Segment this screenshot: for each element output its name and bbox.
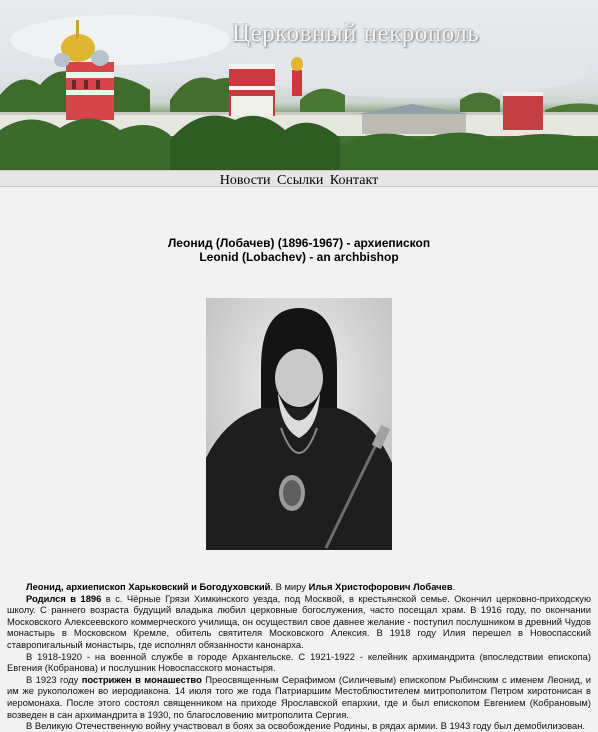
military-text: В 1918-1920 - на военной службе в городе Архангельске. С 1921-1922 - келейник архимандрита (впоследствии епископа) Евгения (Кобранова) и послушник Новоспасского монастыря. <box>7 650 591 674</box>
tonsure-bold: пострижен в монашество <box>81 673 202 685</box>
nav-link-contact[interactable]: Контакт <box>329 173 379 188</box>
header-banner <box>0 0 598 170</box>
portrait-photo <box>206 298 392 550</box>
site-title: Церковный некрополь <box>232 20 480 47</box>
lay-name: Илья Христофорович Лобачев <box>308 581 453 592</box>
nav-link-news[interactable]: Новости <box>219 173 271 188</box>
paragraph-intro <box>7 581 591 593</box>
tonsure-text: Преосвященным Серафимом (Силичевым) епископом Рыбинским с именем Леонид, и им же рукоположен во иеродиакона. 14 июля того же года Патриаршим Местоблюстителем митрополитом Петром хиротонисан в иеромонаха. После этого состоял священником на приходе Ярославской епархии, где и был епископом Евгением (Кобрановым) возведен в сан архимандрита в 1930, по благословению митрополита Сергия. <box>7 673 591 720</box>
birth-heading: Родился в 1896 <box>26 592 102 604</box>
intro-text: . В миру <box>270 581 309 592</box>
nav-link-links[interactable]: Ссылки <box>277 173 324 188</box>
birth-text: в с. Чёрные Грязи Химкинского уезда, под Москвой, в крестьянской семье. Окончил церковно-приходскую школу. С раннего возраста будущий владыка любил церковные богослужения, часто посещал храм. В 1916 году, по окончании Московского Алексеевского коммерческого училища, он осуществил свое давнее желание - поступил послушником в древний Чудов монастырь в Московском Кремле, обитель святителя Московского Алексия. В 1918 году Илия перешел в Новоспасский ставропигальный монастырь, где исполнял обязанности канонарха. <box>7 592 591 650</box>
tonsure-lead: В 1923 году <box>26 673 82 685</box>
page-title-en: Leonid (Lobachev) - an archbishop <box>199 250 399 264</box>
bishop-title: Леонид, архиепископ Харьковский и Богодуховский <box>26 581 271 592</box>
paragraph-military <box>7 651 591 674</box>
war-text: В Великую Отечественную войну участвовал в боях за освобождение Родины, в рядах армии. В 1943 году был демобилизован. <box>26 720 586 732</box>
biography-text <box>7 581 591 732</box>
page-title-ru: Леонид (Лобачев) (1896-1967) - архиепископ <box>167 236 431 250</box>
paragraph-tonsure <box>7 674 591 720</box>
paragraph-war <box>7 720 591 732</box>
main-nav <box>0 170 598 187</box>
intro-end: . <box>452 581 456 592</box>
paragraph-birth <box>7 593 591 651</box>
